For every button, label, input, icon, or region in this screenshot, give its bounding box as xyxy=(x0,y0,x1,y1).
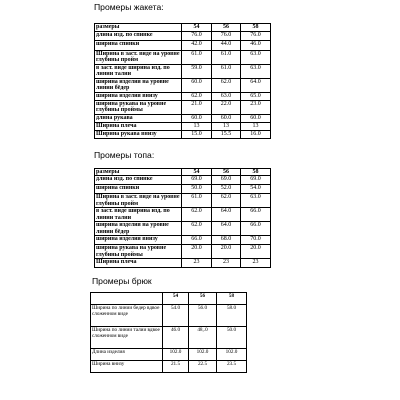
measurement-value: 60.0 xyxy=(212,114,241,122)
table-row xyxy=(95,78,271,92)
measurement-value: 65.0 xyxy=(241,92,271,100)
measurement-label: Ширина в заст. виде на уровне глубины пройм xyxy=(96,194,180,207)
measurement-label: Ширина плеча xyxy=(95,259,182,268)
header-row xyxy=(95,24,271,32)
jacket-measurements-table xyxy=(94,23,271,139)
pants-measurements-table xyxy=(90,292,247,373)
measurement-value: 20.0 xyxy=(241,245,271,259)
measurement-label: ширина изделия внизу xyxy=(95,92,182,100)
column-header-size: 56 xyxy=(212,24,241,32)
measurement-label: Длина изделия xyxy=(91,349,163,361)
jacket-title: Промеры жакета: xyxy=(94,2,164,12)
measurement-value: 22.0 xyxy=(212,100,241,114)
measurement-value: 66.0 xyxy=(241,222,271,236)
table-row xyxy=(95,208,271,222)
header-row xyxy=(91,293,247,305)
measurement-label: ширина спинки xyxy=(95,41,182,51)
measurement-value: 50.0 xyxy=(217,327,247,349)
measurement-value: 13 xyxy=(212,122,241,130)
measurement-value: 23.0 xyxy=(241,100,271,114)
top-measurements-table xyxy=(94,168,271,268)
measurement-value: 23.5 xyxy=(217,361,247,373)
measurement-value: 46.0 xyxy=(241,41,271,51)
measurement-value: 63.0 xyxy=(241,51,271,65)
table-row xyxy=(95,245,271,259)
measurement-label: ширина изделия на уровне линии бёдер xyxy=(95,78,182,92)
measurement-value: 54.0 xyxy=(241,185,271,194)
measurement-value: 66.0 xyxy=(241,208,271,222)
measurement-value: 58.0 xyxy=(217,305,247,327)
measurement-value: 21.0 xyxy=(182,100,212,114)
column-header-label: размеры xyxy=(95,169,182,176)
measurement-label: ширина спинки xyxy=(95,185,182,194)
measurement-value: 102.0 xyxy=(189,349,217,361)
measurement-value: 23 xyxy=(212,259,241,268)
measurement-value: 16.0 xyxy=(241,130,271,138)
measurement-value: 62.0 xyxy=(182,208,212,222)
table-row xyxy=(95,236,271,245)
table-row xyxy=(91,305,247,327)
measurement-value: 46.0 xyxy=(163,327,189,349)
measurement-value: 70.0 xyxy=(241,236,271,245)
measurement-label: ширина изделия внизу xyxy=(95,236,182,245)
measurement-value: 68.0 xyxy=(212,236,241,245)
table-row xyxy=(95,176,271,185)
measurement-label: ширина рукава на уровне глубины проймы xyxy=(95,245,182,259)
column-header-label: размеры xyxy=(95,24,182,32)
measurement-value: 60.0 xyxy=(182,78,212,92)
column-header-size: 54 xyxy=(163,293,189,305)
table-row xyxy=(95,185,271,194)
measurement-value: 23 xyxy=(241,259,271,268)
measurement-value: 56.0 xyxy=(189,305,217,327)
measurement-value: 62.0 xyxy=(182,92,212,100)
measurement-value: 61.0 xyxy=(212,64,241,78)
table-row xyxy=(95,92,271,100)
measurement-value: 76.0 xyxy=(241,32,271,41)
measurement-value: 64.0 xyxy=(212,222,241,236)
measurement-value: 60.0 xyxy=(182,114,212,122)
table-row xyxy=(91,327,247,349)
measurement-value: 15.5 xyxy=(212,130,241,138)
table-row xyxy=(95,64,271,78)
measurement-value: 66.0 xyxy=(182,236,212,245)
measurement-label: Ширина рукава внизу xyxy=(95,130,182,138)
measurement-value: 44.0 xyxy=(212,41,241,51)
measurement-label: Ширина внизу xyxy=(91,361,163,373)
measurement-value: 62.0 xyxy=(212,194,241,208)
measurement-value: 64.0 xyxy=(212,208,241,222)
table-row xyxy=(95,130,271,138)
measurement-value: 21.5 xyxy=(163,361,189,373)
column-header-size: 54 xyxy=(182,24,212,32)
measurement-label: в заст. виде ширина изд. по линии талии xyxy=(95,64,182,78)
measurement-value: 102.0 xyxy=(217,349,247,361)
measurement-value: 76.0 xyxy=(212,32,241,41)
column-header-size: 58 xyxy=(217,293,247,305)
measurement-label: длина изд. по спинке xyxy=(95,176,182,185)
measurement-value: 61.0 xyxy=(212,51,241,65)
table-row xyxy=(91,361,247,373)
measurement-value: 69.0 xyxy=(241,176,271,185)
measurement-value: 59.0 xyxy=(182,64,212,78)
measurement-value: 13 xyxy=(182,122,212,130)
column-header-size: 54 xyxy=(182,169,212,176)
measurement-value: 50.0 xyxy=(182,185,212,194)
column-header-size: 56 xyxy=(212,169,241,176)
top-title: Промеры топа: xyxy=(94,150,155,160)
measurement-value: 63.0 xyxy=(241,64,271,78)
measurement-label: длина изд. по спинке xyxy=(95,32,182,41)
measurement-value: 20.0 xyxy=(182,245,212,259)
measurement-value: 48,.0 xyxy=(189,327,217,349)
measurement-label: Ширина плеча xyxy=(95,122,182,130)
column-header-size: 58 xyxy=(241,169,271,176)
header-row xyxy=(95,169,271,176)
measurement-value: 102.0 xyxy=(163,349,189,361)
measurement-value: 22.5 xyxy=(189,361,217,373)
measurement-value: 54.0 xyxy=(163,305,189,327)
measurement-label: Ширина по линии талии вдвое сложенном виде xyxy=(91,327,163,349)
measurement-value: 64.0 xyxy=(241,78,271,92)
table-row xyxy=(95,194,271,208)
column-header-size: 56 xyxy=(189,293,217,305)
measurement-value: 15.0 xyxy=(182,130,212,138)
measurement-value: 60.0 xyxy=(241,114,271,122)
pants-title: Промеры брюк xyxy=(92,276,152,286)
measurement-label: ширина изделия на уровне линии бёдер xyxy=(95,222,182,236)
measurement-value: 52.0 xyxy=(212,185,241,194)
table-row xyxy=(95,259,271,268)
measurement-label: в заст. виде ширина изд. по линии талии xyxy=(95,208,182,222)
measurement-label: Ширина в заст. виде на уровне глубины пройм xyxy=(96,51,180,64)
measurement-label: ширина рукава на уровне глубины проймы xyxy=(95,100,182,114)
measurement-label: Ширина по линии бедер вдвое сложенном виде xyxy=(91,305,163,327)
measurement-value: 63.0 xyxy=(241,194,271,208)
measurement-value: 62.0 xyxy=(182,222,212,236)
measurement-value: 23 xyxy=(182,259,212,268)
column-header-label xyxy=(91,293,163,305)
table-row xyxy=(95,222,271,236)
table-row xyxy=(95,100,271,114)
measurement-value: 69.0 xyxy=(182,176,212,185)
measurement-value: 20.0 xyxy=(212,245,241,259)
table-row xyxy=(95,51,271,65)
measurement-label: длина рукава xyxy=(95,114,182,122)
measurement-value: 62.0 xyxy=(212,78,241,92)
measurement-value: 61.0 xyxy=(182,194,212,208)
table-row xyxy=(95,122,271,130)
column-header-size: 58 xyxy=(241,24,271,32)
measurement-value: 76.0 xyxy=(182,32,212,41)
table-row xyxy=(95,32,271,41)
measurement-value: 63.0 xyxy=(212,92,241,100)
measurement-value: 69.0 xyxy=(212,176,241,185)
table-row xyxy=(95,41,271,51)
measurement-value: 61.0 xyxy=(182,51,212,65)
measurement-value: 42.0 xyxy=(182,41,212,51)
measurement-value: 13 xyxy=(241,122,271,130)
table-row xyxy=(91,349,247,361)
table-row xyxy=(95,114,271,122)
